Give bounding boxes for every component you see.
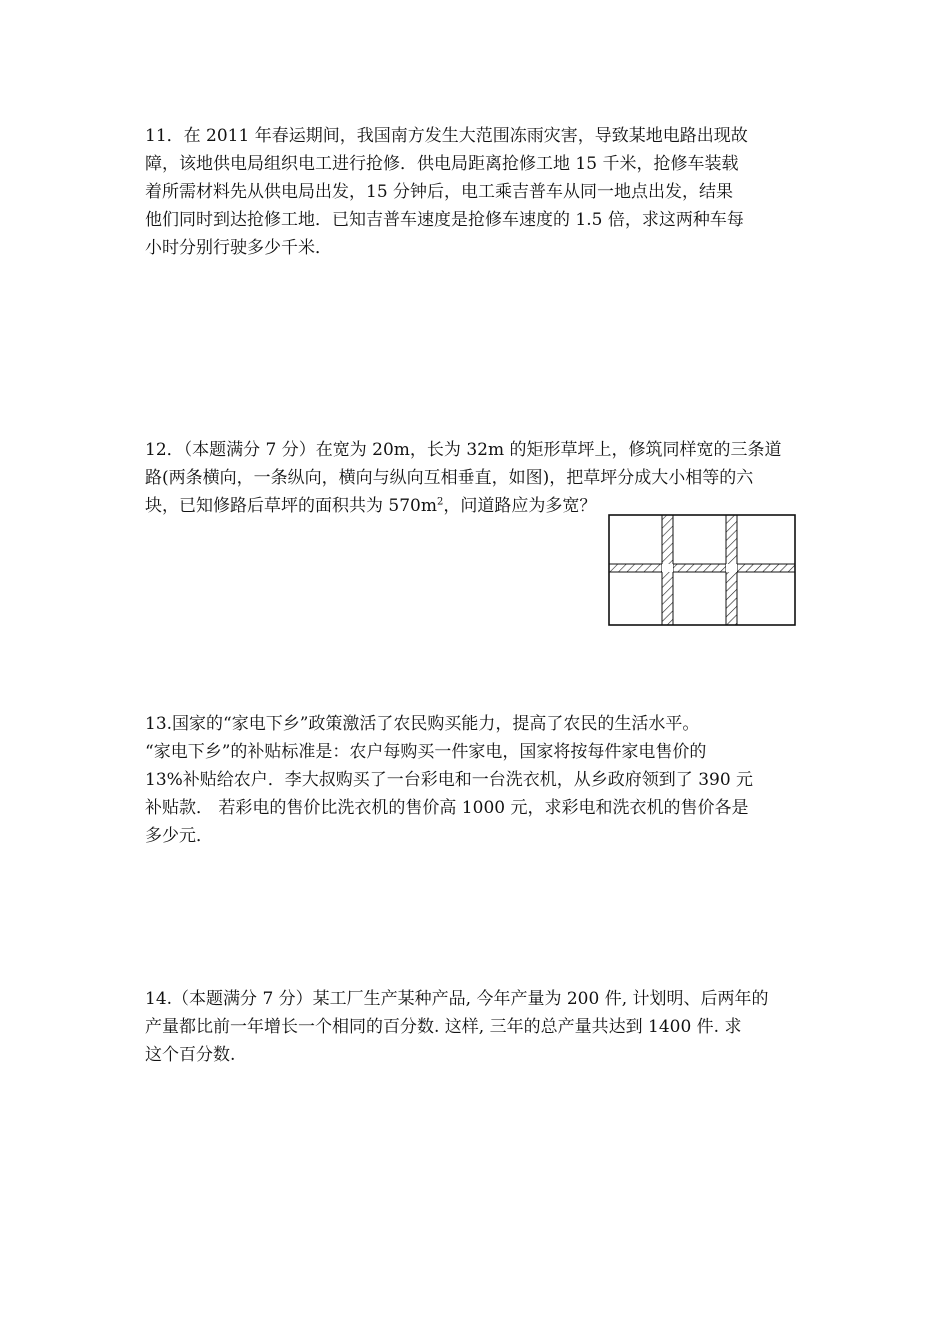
problem-11 xyxy=(145,122,810,262)
problem-text: ，问道路应为多宽？ xyxy=(443,496,597,516)
problem-13 xyxy=(145,710,810,850)
problem-line: “家电下乡”的补贴标准是：农户每购买一件家电，国家将按每件家电售价的 xyxy=(145,742,707,762)
problem-line: 着所需材料先从供电局出发，15 分钟后，电工乘吉普车从同一地点出发，结果 xyxy=(145,182,734,202)
road-crossing-left xyxy=(662,564,673,572)
problem-line: 小时分别行驶多少千米． xyxy=(145,238,332,258)
problem-line: 路(两条横向，一条纵向，横向与纵向互相垂直，如图)，把草坪分成大小相等的六 xyxy=(145,468,754,488)
problem-line: 补贴款． 若彩电的售价比洗衣机的售价高 1000 元，求彩电和洗衣机的售价各是 xyxy=(145,798,749,818)
problem-line: 多少元． xyxy=(145,826,213,846)
problem-line: 这个百分数. xyxy=(145,1045,236,1065)
lawn-road-diagram xyxy=(608,514,796,626)
problem-line: 12．（本题满分 7 分）在宽为 20m，长为 32m 的矩形草坪上，修筑同样宽的三条道 xyxy=(145,440,782,460)
problem-line: 14.（本题满分 7 分）某工厂生产某种产品, 今年产量为 200 件, 计划明、后两年的 xyxy=(145,989,769,1009)
road-crossing-right xyxy=(726,564,737,572)
problem-14 xyxy=(145,985,810,1069)
problem-line: 障，该地供电局组织电工进行抢修．供电局距离抢修工地 15 千米，抢修车装载 xyxy=(145,154,739,174)
problem-text: 块，已知修路后草坪的面积共为 570m xyxy=(145,496,437,516)
problem-line: 他们同时到达抢修工地．已知吉普车速度是抢修车速度的 1.5 倍，求这两种车每 xyxy=(145,210,744,230)
problem-line: 13.国家的“家电下乡”政策激活了农民购买能力，提高了农民的生活水平。 xyxy=(145,714,700,734)
problem-line: 产量都比前一年增长一个相同的百分数. 这样, 三年的总产量共达到 1400 件. 求 xyxy=(145,1017,742,1037)
problem-12 xyxy=(145,436,810,520)
problem-line: 13%补贴给农户．李大叔购买了一台彩电和一台洗衣机，从乡政府领到了 390 元 xyxy=(145,770,754,790)
horizontal-road xyxy=(609,564,795,572)
problem-line: 11．在 2011 年春运期间，我国南方发生大范围冻雨灾害，导致某地电路出现故 xyxy=(145,126,748,146)
superscript-2: 2 xyxy=(436,496,444,508)
